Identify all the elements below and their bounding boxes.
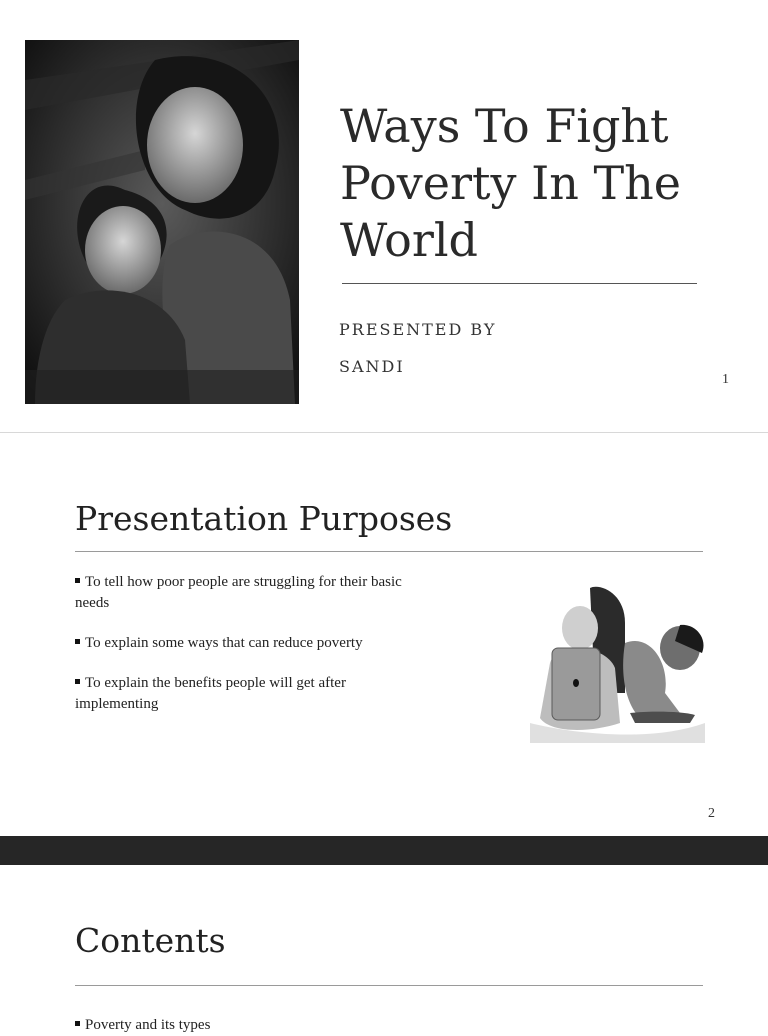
slide-1 [0, 0, 768, 432]
bullet-item: Poverty and its types [70, 1015, 210, 1036]
slide-title: Presentation Purposes [75, 499, 453, 538]
slide-separator-bar [0, 836, 768, 865]
presentation-title: Ways To Fight Poverty In The World [340, 99, 682, 267]
bullet-list [70, 572, 430, 734]
title-divider [75, 551, 703, 552]
children-with-tablet-image [530, 583, 705, 743]
slide-title: Contents [75, 921, 226, 960]
presented-by-label: PRESENTED BY [339, 320, 497, 339]
slide-2 [0, 433, 768, 836]
title-divider [75, 985, 703, 986]
bullet-item: To tell how poor people are struggling for their basic needs [75, 574, 402, 611]
author-name: SANDI [339, 357, 405, 376]
bullet-list [70, 1015, 210, 1036]
bullet-item: To explain the benefits people will get after implementing [75, 675, 346, 712]
page-number: 1 [722, 372, 729, 387]
children-photo [25, 40, 299, 404]
title-divider [342, 283, 697, 284]
bullet-marker [75, 1021, 80, 1026]
bullet-marker [75, 639, 80, 644]
bullet-item: To explain some ways that can reduce poverty [70, 633, 430, 654]
bullet-marker [75, 578, 80, 583]
page-number: 2 [708, 806, 715, 821]
slide-3 [0, 865, 768, 1033]
bullet-marker [75, 679, 80, 684]
